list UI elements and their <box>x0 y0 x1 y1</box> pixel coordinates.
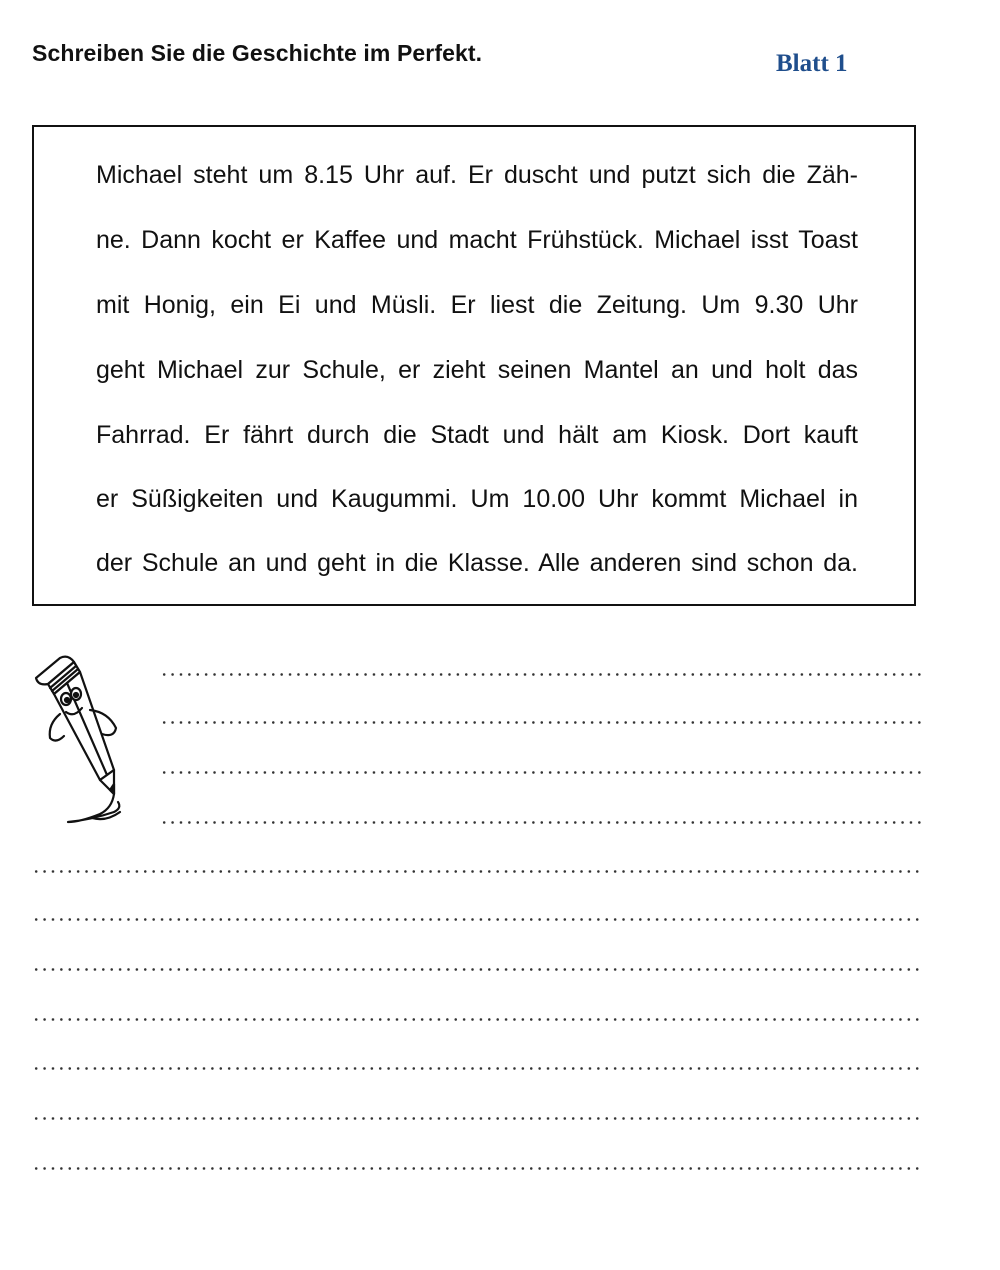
story-line: der Schule an und geht in die Klasse. Alle anderen sind schon da. <box>96 549 858 577</box>
writing-line[interactable] <box>160 771 922 774</box>
story-line: er Süßigkeiten und Kaugummi. Um 10.00 Uhr kommt Michael in <box>96 485 858 513</box>
writing-line[interactable] <box>160 673 922 676</box>
writing-line[interactable] <box>160 721 922 724</box>
writing-line[interactable] <box>32 1167 922 1170</box>
writing-line[interactable] <box>160 821 922 824</box>
writing-line[interactable] <box>32 968 922 971</box>
story-line: geht Michael zur Schule, er zieht seinen Mantel an und holt das <box>96 356 858 384</box>
writing-line[interactable] <box>32 1117 922 1120</box>
pencil-mascot-icon <box>30 652 135 830</box>
story-line: mit Honig, ein Ei und Müsli. Er liest die Zeitung. Um 9.30 Uhr <box>96 291 858 319</box>
story-line: Fahrrad. Er fährt durch die Stadt und hält am Kiosk. Dort kauft <box>96 421 858 449</box>
story-line: ne. Dann kocht er Kaffee und macht Frühstück. Michael isst Toast <box>96 226 858 254</box>
writing-line[interactable] <box>32 1018 922 1021</box>
writing-line[interactable] <box>32 918 922 921</box>
writing-line[interactable] <box>32 1067 922 1070</box>
story-box <box>32 125 916 606</box>
story-line: Michael steht um 8.15 Uhr auf. Er duscht und putzt sich die Zäh- <box>96 161 858 189</box>
writing-line[interactable] <box>32 870 922 873</box>
instruction-heading: Schreiben Sie die Geschichte im Perfekt. <box>32 40 483 66</box>
sheet-label: Blatt 1 <box>776 50 848 77</box>
